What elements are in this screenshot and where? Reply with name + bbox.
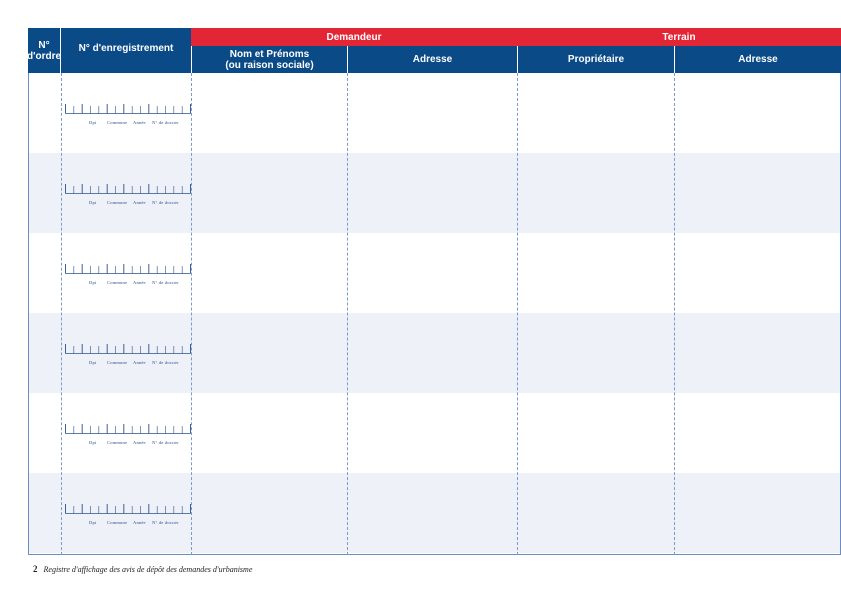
header-order-number: N° d'ordre bbox=[28, 28, 61, 73]
code-label-dept: Dpt bbox=[89, 120, 97, 125]
column-divider bbox=[191, 73, 192, 555]
code-label-year: Année bbox=[133, 360, 146, 365]
code-label-file-number: N° de dossier bbox=[152, 440, 179, 445]
code-label-commune: Commune bbox=[107, 440, 128, 445]
table-body bbox=[28, 73, 841, 555]
code-label-commune: Commune bbox=[107, 360, 128, 365]
code-digit-boxes bbox=[65, 424, 191, 434]
header-owner: Propriétaire bbox=[517, 46, 674, 73]
code-label-file-number: N° de dossier bbox=[152, 200, 179, 205]
column-divider bbox=[347, 73, 348, 555]
code-label-year: Année bbox=[133, 120, 146, 125]
registration-code-field[interactable] bbox=[65, 184, 191, 212]
header-name: Nom et Prénoms (ou raison sociale) bbox=[191, 46, 347, 73]
header-group-applicant: Demandeur bbox=[191, 28, 517, 46]
registration-code-field[interactable] bbox=[65, 264, 191, 292]
column-divider bbox=[674, 73, 675, 555]
registration-code-field[interactable] bbox=[65, 104, 191, 132]
code-digit-boxes bbox=[65, 264, 191, 274]
registration-code-field[interactable] bbox=[65, 504, 191, 532]
code-label-file-number: N° de dossier bbox=[152, 520, 179, 525]
code-digit-boxes bbox=[65, 104, 191, 114]
column-divider bbox=[517, 73, 518, 555]
code-label-commune: Commune bbox=[107, 520, 128, 525]
page-footer bbox=[33, 564, 252, 574]
page-number: 2 bbox=[33, 564, 38, 574]
code-digit-boxes bbox=[65, 504, 191, 514]
code-label-file-number: N° de dossier bbox=[152, 360, 179, 365]
header-group-land: Terrain bbox=[517, 28, 841, 46]
code-label-dept: Dpt bbox=[89, 200, 97, 205]
code-digit-boxes bbox=[65, 184, 191, 194]
header-applicant-address: Adresse bbox=[347, 46, 517, 73]
code-label-commune: Commune bbox=[107, 200, 128, 205]
code-label-dept: Dpt bbox=[89, 280, 97, 285]
code-label-year: Année bbox=[133, 280, 146, 285]
registration-code-field[interactable] bbox=[65, 424, 191, 452]
code-label-commune: Commune bbox=[107, 280, 128, 285]
code-label-year: Année bbox=[133, 200, 146, 205]
column-divider bbox=[61, 73, 62, 555]
code-label-dept: Dpt bbox=[89, 440, 97, 445]
code-label-dept: Dpt bbox=[89, 360, 97, 365]
code-label-dept: Dpt bbox=[89, 520, 97, 525]
code-label-file-number: N° de dossier bbox=[152, 120, 179, 125]
code-label-year: Année bbox=[133, 520, 146, 525]
page-caption: Registre d'affichage des avis de dépôt des demandes d'urbanisme bbox=[43, 565, 253, 574]
register-table bbox=[28, 28, 841, 555]
header-land-address: Adresse bbox=[674, 46, 841, 73]
code-label-year: Année bbox=[133, 440, 146, 445]
code-label-file-number: N° de dossier bbox=[152, 280, 179, 285]
code-label-commune: Commune bbox=[107, 120, 128, 125]
header-registration-number: N° d'enregistrement bbox=[61, 28, 191, 73]
registration-code-field[interactable] bbox=[65, 344, 191, 372]
code-digit-boxes bbox=[65, 344, 191, 354]
